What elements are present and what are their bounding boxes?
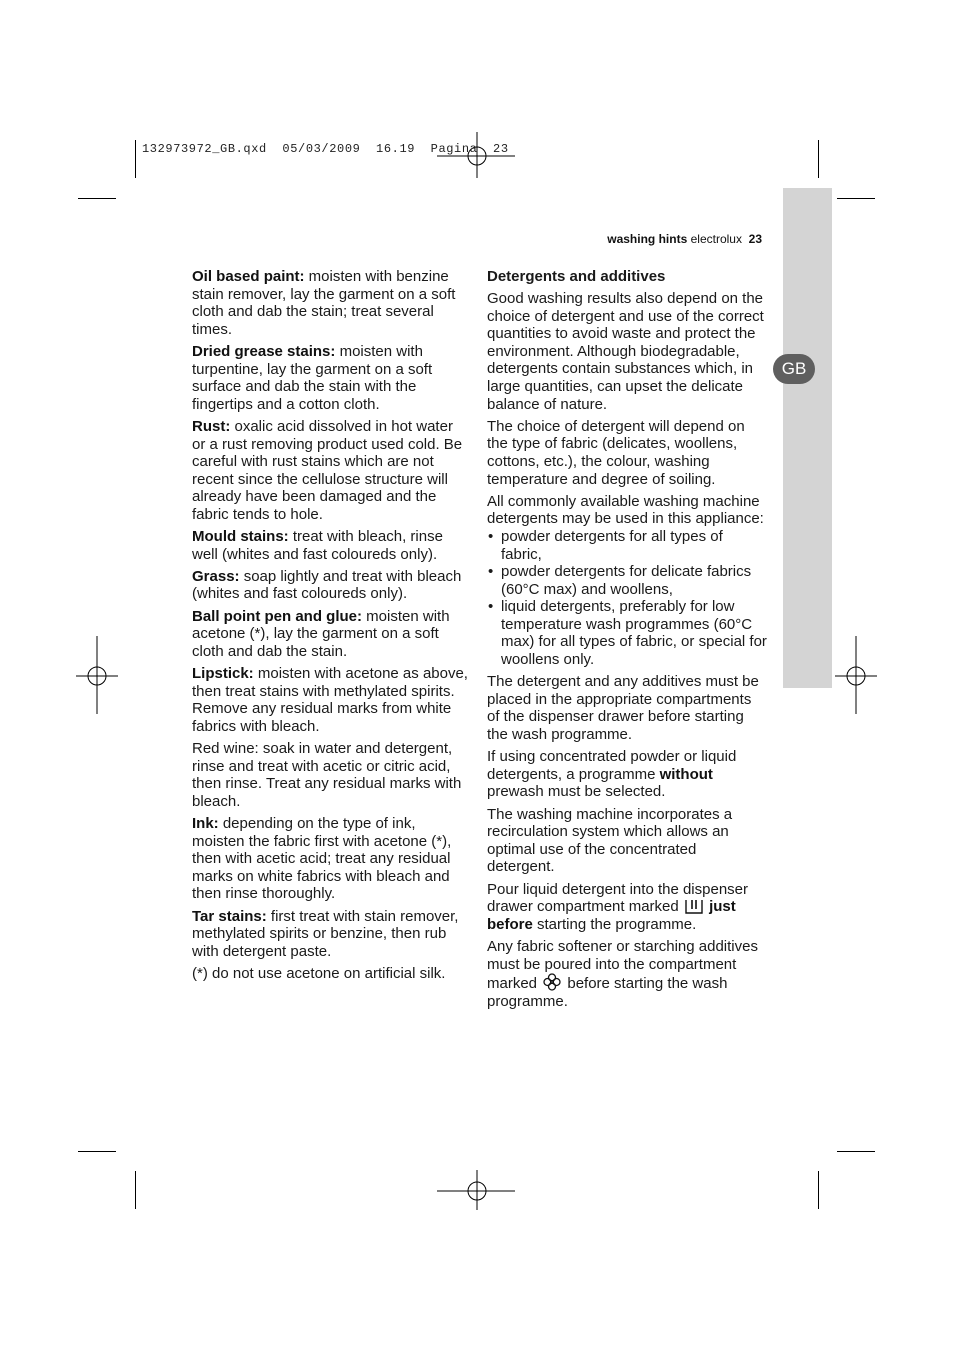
header-brand: electrolux: [690, 232, 742, 246]
crop-mark: [78, 198, 116, 199]
stain-text: moisten with turpentine, lay the garment on a soft surface and dab the stain with the fingertips and a cotton cloth.: [192, 342, 433, 413]
stain-term: Oil based paint:: [192, 268, 305, 285]
stain-term: Ink:: [192, 814, 219, 832]
stain-text: first treat with stain remover, methylated spirits or benzine, then rub with detergent paste.: [192, 907, 459, 960]
stain-text: soap lightly and treat with bleach (whites and fast coloureds only).: [192, 567, 462, 603]
list-item: • powder detergents for delicate fabrics (60°C max) and woollens,: [487, 563, 767, 598]
crop-mark: [78, 1151, 116, 1152]
crop-mark: [818, 1171, 819, 1209]
stain-text: oxalic acid dissolved in hot water or a rust removing product used cold. Be careful with rust stains which are not recent since the cellulose structure will already have been damaged and the fabric tends to hole.: [192, 417, 463, 523]
stain-term: Lipstick:: [192, 665, 254, 683]
stain-paragraph: [192, 608, 468, 661]
page-number: 23: [748, 232, 762, 246]
paragraph: Pour liquid detergent into the dispenser drawer compartment marked just before starting the programme.: [487, 880, 749, 933]
stain-term: Ball point pen and glue:: [192, 607, 362, 625]
stain-term: Grass:: [192, 567, 240, 585]
paragraph: If using concentrated powder or liquid detergents, a programme without prewash must be selected.: [487, 748, 737, 801]
paragraph: The detergent and any additives must be placed in the appropriate compartments of the dispenser drawer before starting the wash programme.: [487, 673, 759, 744]
stain-paragraph: [192, 815, 468, 903]
stain-term: Rust:: [192, 417, 231, 435]
stain-paragraph: [192, 343, 468, 413]
stain-paragraph: [192, 965, 468, 983]
stain-term: Mould stains:: [192, 528, 289, 546]
stain-paragraph: [192, 908, 468, 961]
stain-term: Dried grease stains:: [192, 342, 336, 360]
stain-text: treat with bleach, rinse well (whites and fast coloureds only).: [192, 528, 443, 563]
stain-text: Red wine: soak in water and detergent, rinse and treat with acetic or citric acid, then rinse. Treat any residual marks with bleach.: [192, 740, 462, 810]
registration-mark-bottom: [437, 1170, 517, 1212]
stain-paragraph: [192, 568, 468, 603]
registration-mark-top: [437, 132, 517, 180]
language-tab: [783, 188, 832, 688]
registration-mark-right: [835, 636, 879, 716]
paragraph: All commonly available washing machine detergents may be used in this appliance:: [487, 492, 764, 528]
header-section: washing hints: [607, 232, 688, 246]
crop-mark: [135, 140, 136, 178]
paragraph: Good washing results also depend on the choice of detergent and use of the correct quantities to avoid waste and protect the environment. Although biodegradable, detergents contain substances which, in large quantities, can upset the delicate balance of nature.: [487, 290, 764, 413]
print-slug: 132973972_GB.qxd 05/03/2009 16.19 Pagina 23: [142, 142, 509, 156]
left-column: [192, 268, 468, 987]
paragraph: The washing machine incorporates a recirculation system which allows an optimal use of the concentrated detergent.: [487, 805, 733, 876]
registration-mark-left: [76, 636, 120, 716]
paragraph: Any fabric softener or starching additives must be poured into the compartment marked before starting the wash programme.: [487, 937, 758, 1010]
running-header: [607, 232, 762, 246]
section-heading: Detergents and additives: [487, 268, 666, 285]
language-badge: GB: [773, 354, 815, 384]
crop-mark: [837, 198, 875, 199]
crop-mark: [837, 1151, 875, 1152]
right-column: [487, 268, 767, 1015]
stain-paragraph: [192, 740, 468, 810]
stain-text: moisten with acetone as above, then treat stains with methylated spirits. Remove any residual marks from white fabrics with bleach.: [192, 665, 468, 735]
paragraph: The choice of detergent will depend on the type of fabric (delicates, woollens, cottons, etc.), the colour, washing temperature and degree of soiling.: [487, 417, 745, 488]
stain-term: Tar stains:: [192, 907, 267, 925]
stain-paragraph: [192, 268, 468, 338]
list-item: • powder detergents for all types of fabric,: [487, 528, 767, 563]
stain-text: depending on the type of ink, moisten the fabric first with acetone (*), then with acetic acid; treat any residual marks on white fabrics with bleach and then rinse thoroughly.: [192, 814, 452, 903]
main-wash-compartment-icon: [685, 898, 703, 914]
stain-text: moisten with acetone (*), lay the garment on a soft cloth and dab the stain.: [192, 607, 450, 660]
crop-mark: [135, 1171, 136, 1209]
stain-paragraph: [192, 665, 468, 735]
stain-paragraph: [192, 418, 468, 524]
stain-text: (*) do not use acetone on artificial silk.: [192, 964, 446, 982]
softener-flower-icon: [543, 973, 561, 991]
stain-text: moisten with benzine stain remover, lay the garment on a soft cloth and dab the stain; treat several times.: [192, 268, 456, 338]
list-item: • liquid detergents, preferably for low temperature wash programmes (60°C max) for all types of fabric, or special for woollens only.: [487, 598, 767, 668]
detergent-list: [487, 528, 767, 669]
crop-mark: [818, 140, 819, 178]
stain-paragraph: [192, 528, 468, 563]
